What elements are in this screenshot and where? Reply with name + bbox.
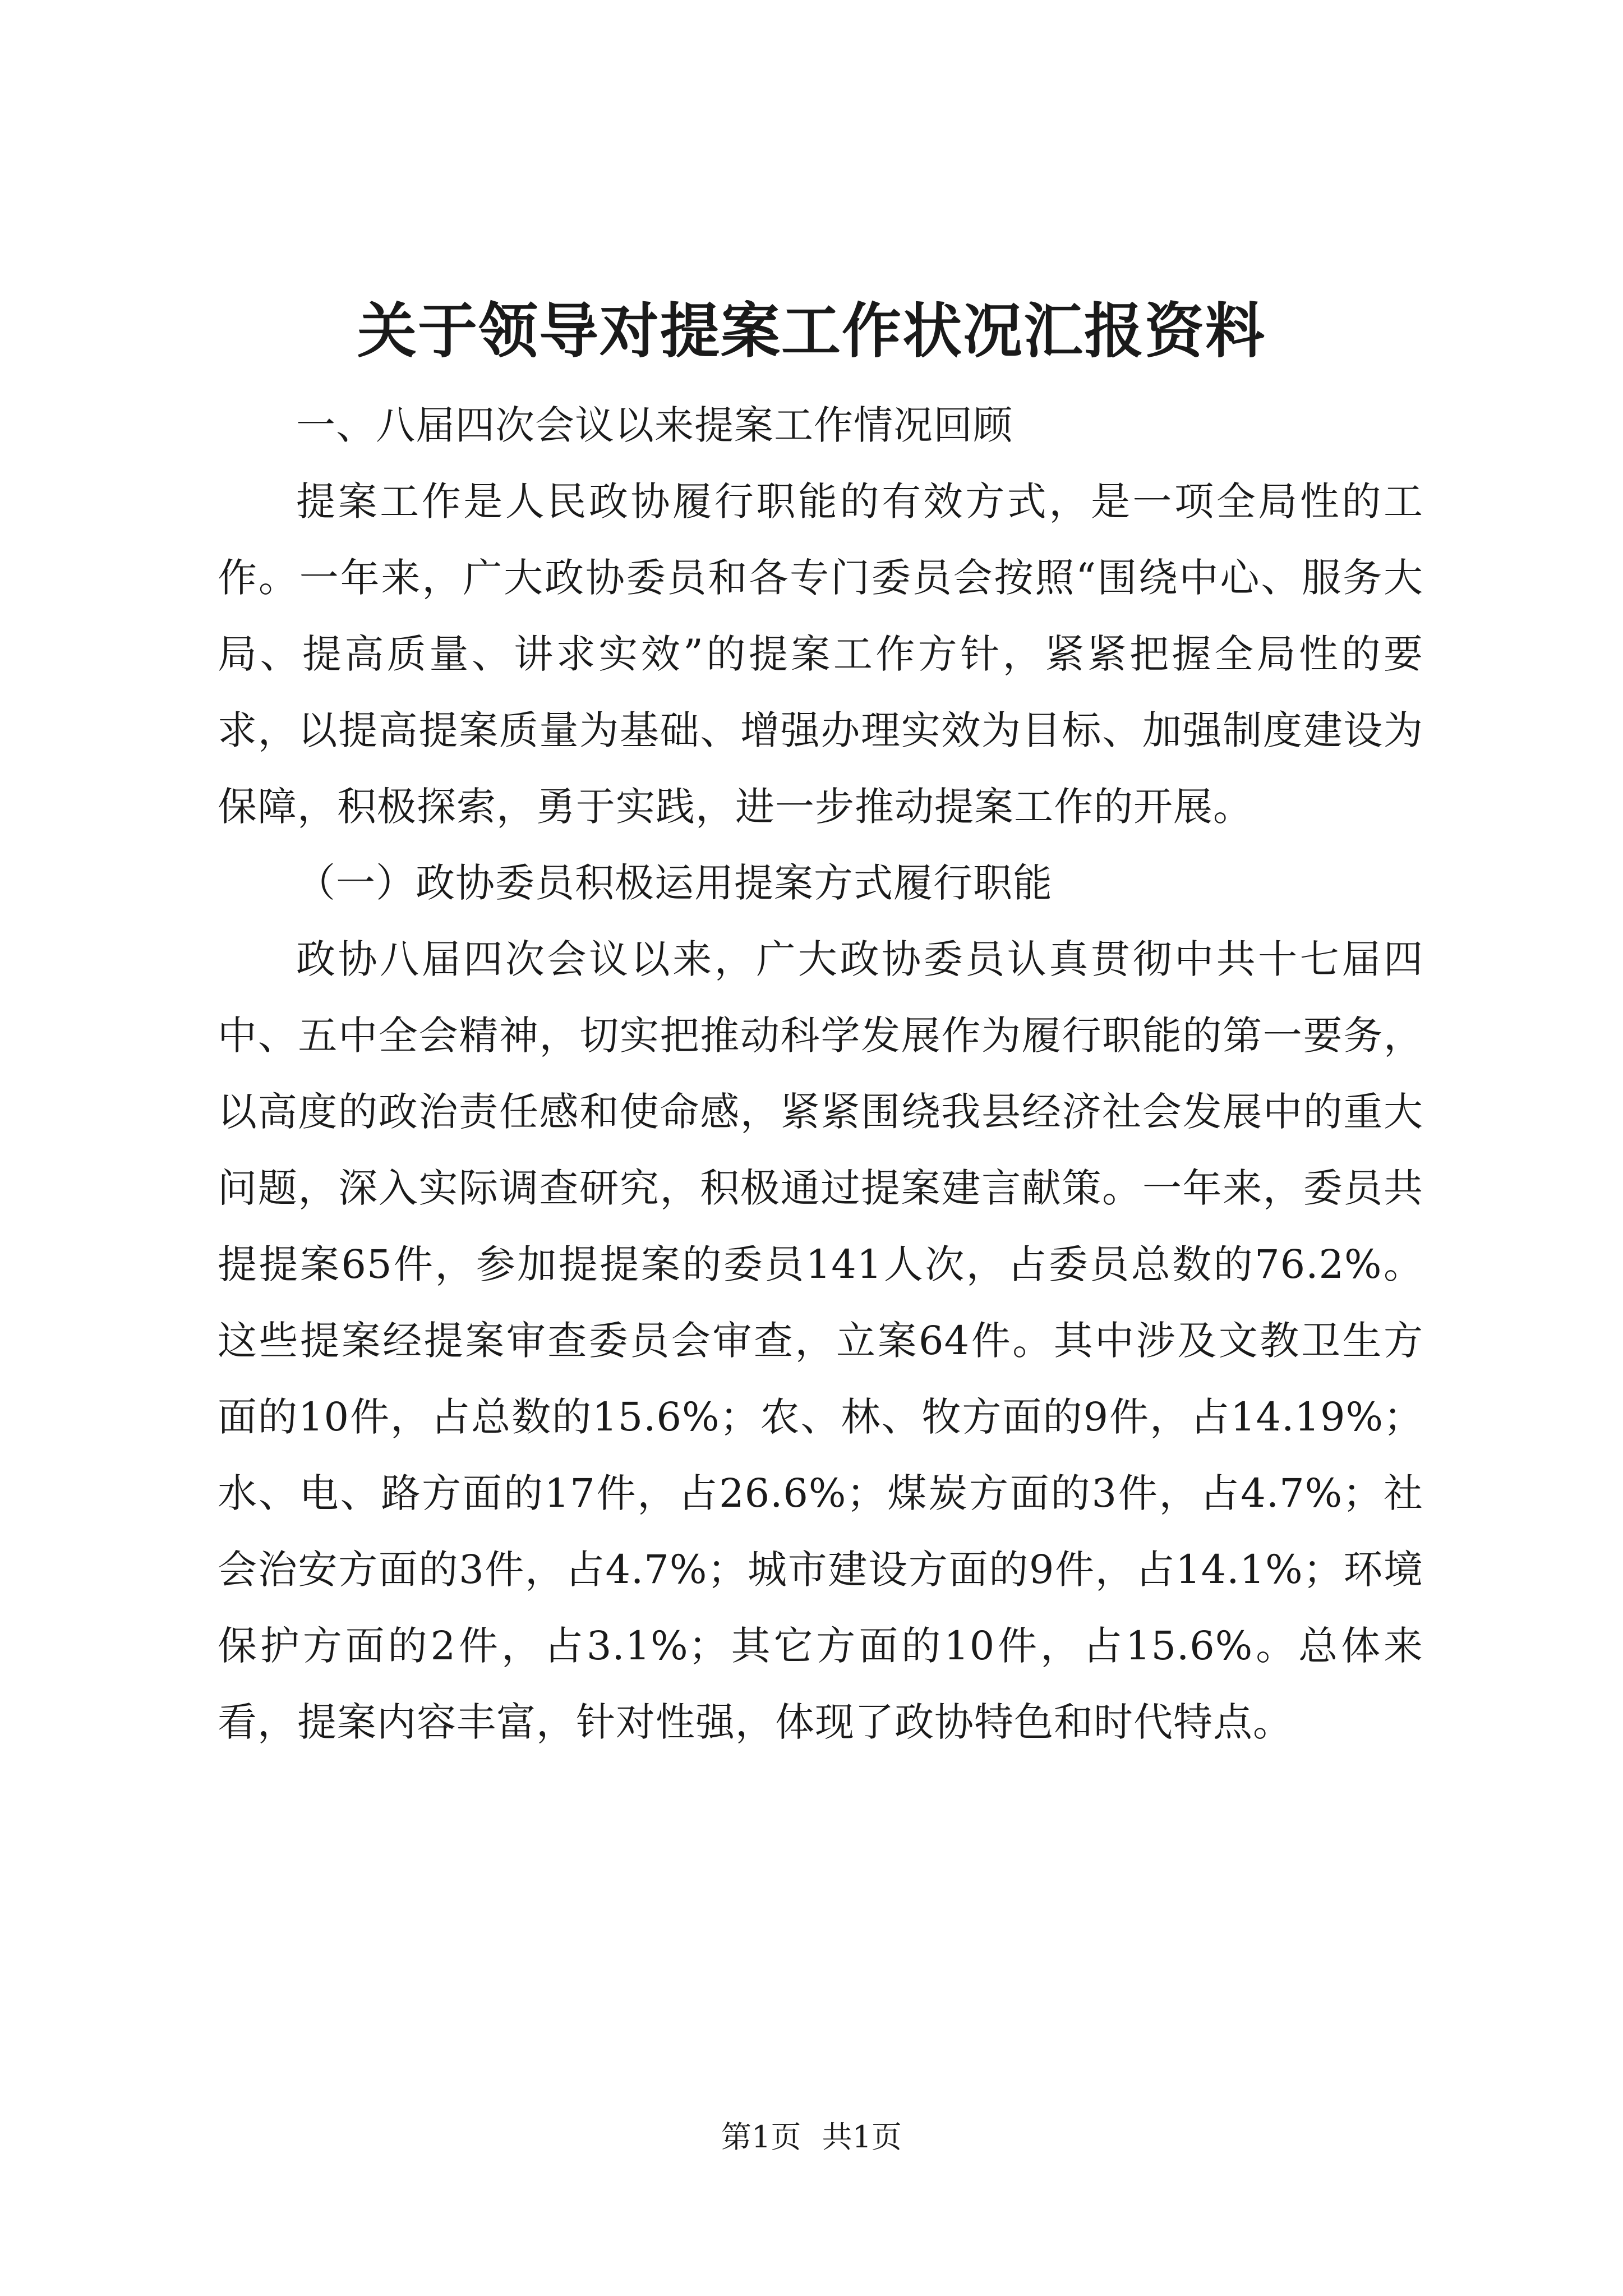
page-footer	[0, 2118, 1623, 2157]
paragraph: 政协八届四次会议以来，广大政协委员认真贯彻中共十七届四中、五中全会精神，切实把推动科学发展作为履行职能的第一要务，以高度的政治责任感和使命感，紧紧围绕我县经济社会发展中的重大问题，深入实际调查研究，积极通过提案建言献策。一年来，委员共提提案65件，参加提提案的委员141人次，占委员总数的76.2%。这些提案经提案审查委员会审查，立案64件。其中涉及文教卫生方面的10件，占总数的15.6%；农、林、牧方面的9件，占14.19%；水、电、路方面的17件，占26.6%；煤炭方面的3件，占4.7%；社会治安方面的3件，占4.7%；城市建设方面的9件，占14.1%；环境保护方面的2件，占3.1%；其它方面的10件，占15.6%。总体来看，提案内容丰富，针对性强，体现了政协特色和时代特点。	[218, 936, 1423, 1745]
page-total: 共1页	[822, 2119, 902, 2155]
document-body	[218, 387, 1423, 1760]
paragraph: 提案工作是人民政协履行职能的有效方式，是一项全局性的工作。一年来，广大政协委员和各专门委员会按照“围绕中心、服务大局、提高质量、讲求实效”的提案工作方针，紧紧把握全局性的要求，以提高提案质量为基础、增强办理实效为目标、加强制度建设为保障，积极探索，勇于实践，进一步推动提案工作的开展。	[218, 478, 1423, 830]
page-number: 第1页	[721, 2119, 801, 2155]
subsection-heading: （一）政协委员积极运用提案方式履行职能	[296, 860, 1053, 906]
document-title: 关于领导对提案工作状况汇报资料	[357, 296, 1266, 366]
section-heading: 一、八届四次会议以来提案工作情况回顾	[296, 402, 1013, 448]
